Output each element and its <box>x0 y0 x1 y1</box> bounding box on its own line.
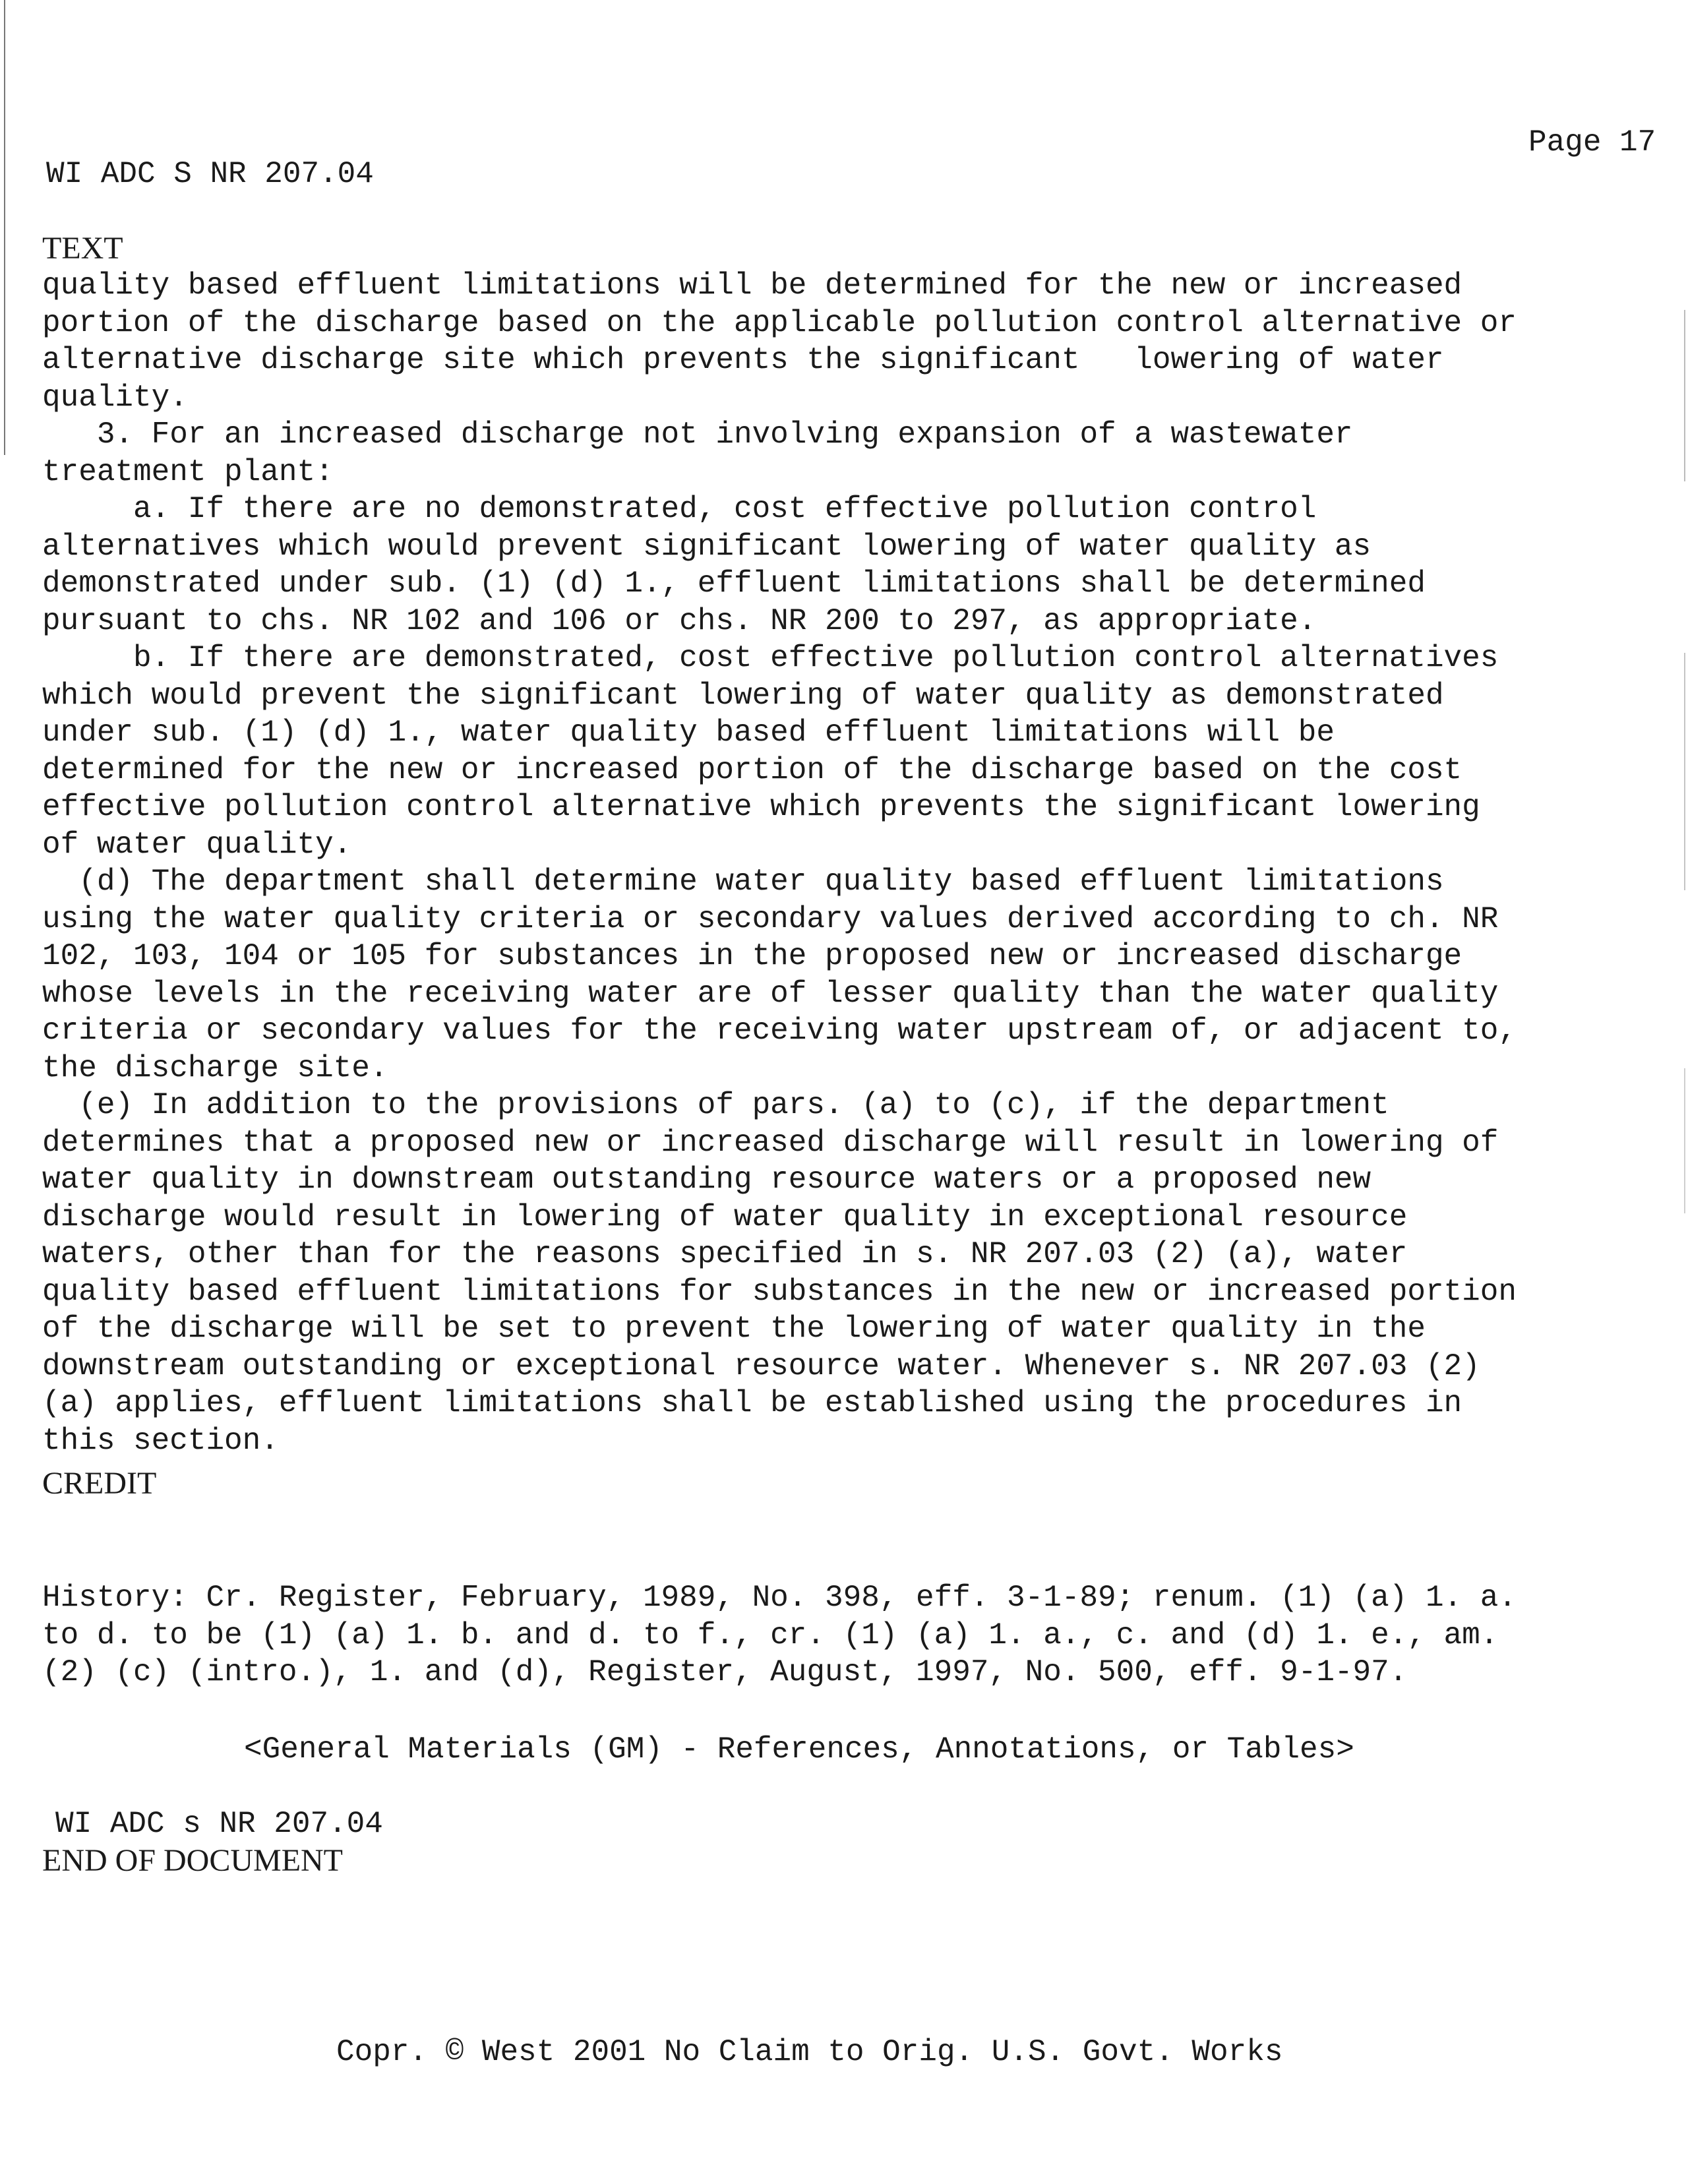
scan-margin-line-right-2 <box>1684 653 1685 890</box>
body-line: determines that a proposed new or increased discharge will result in lowering of <box>42 1125 1499 1160</box>
body-line: the discharge site. <box>42 1050 388 1085</box>
body-line: using the water quality criteria or secondary values derived according to ch. NR <box>42 901 1499 936</box>
page-number: Page 17 <box>1528 125 1656 160</box>
body-line: of the discharge will be set to prevent the lowering of water quality in the <box>42 1312 1426 1346</box>
body-line: determined for the new or increased portion of the discharge based on the cost <box>42 752 1462 787</box>
scan-margin-line-left <box>4 0 5 455</box>
body-line: quality. <box>42 380 188 415</box>
body-line: pursuant to chs. NR 102 and 106 or chs. NR 200 to 297, as appropriate. <box>42 603 1317 638</box>
history-line: History: Cr. Register, February, 1989, No. 398, eff. 3-1-89; renum. (1) (a) 1. a. <box>42 1581 1517 1615</box>
body-line: (a) applies, effluent limitations shall be established using the procedures in <box>42 1386 1462 1420</box>
body-line: this section. <box>42 1423 279 1458</box>
history-note <box>42 1579 1517 1691</box>
body-line: portion of the discharge based on the applicable pollution control alternative or <box>42 305 1517 340</box>
body-line: (d) The department shall determine water quality based effluent limitations <box>42 864 1444 899</box>
body-line: 102, 103, 104 or 105 for substances in the proposed new or increased discharge <box>42 939 1462 973</box>
body-line: quality based effluent limitations will be determined for the new or increased <box>42 268 1462 303</box>
body-line: waters, other than for the reasons specified in s. NR 207.03 (2) (a), water <box>42 1237 1408 1271</box>
body-line: quality based effluent limitations for substances in the new or increased portion <box>42 1274 1517 1309</box>
statute-body <box>42 267 1517 1459</box>
copyright-footer: Copr. © West 2001 No Claim to Orig. U.S. Govt. Works <box>336 2035 1283 2069</box>
body-line: 3. For an increased discharge not involving expansion of a wastewater <box>42 417 1353 452</box>
scan-margin-line-right-3 <box>1684 1068 1685 1213</box>
body-line: criteria or secondary values for the receiving water upstream of, or adjacent to, <box>42 1014 1517 1048</box>
body-line: of water quality. <box>42 827 352 862</box>
history-line: (2) (c) (intro.), 1. and (d), Register, August, 1997, No. 500, eff. 9-1-97. <box>42 1655 1408 1689</box>
body-line: treatment plant: <box>42 454 334 489</box>
history-line: to d. to be (1) (a) 1. b. and d. to f., cr. (1) (a) 1. a., c. and (d) 1. e., am. <box>42 1618 1499 1653</box>
body-line: (e) In addition to the provisions of pars. (a) to (c), if the department <box>42 1088 1389 1122</box>
body-line: effective pollution control alternative which prevents the significant lowering <box>42 790 1480 824</box>
body-line: alternative discharge site which prevents the significant lowering of water <box>42 343 1444 377</box>
scan-margin-line-right <box>1684 310 1685 481</box>
end-of-document-label: END OF DOCUMENT <box>42 1843 343 1878</box>
credit-section-label: CREDIT <box>42 1466 157 1501</box>
general-materials-heading: <General Materials (GM) - References, Annotations, or Tables> <box>244 1732 1354 1767</box>
body-line: demonstrated under sub. (1) (d) 1., effluent limitations shall be determined <box>42 566 1426 601</box>
text-section-label: TEXT <box>42 231 123 266</box>
body-line: under sub. (1) (d) 1., water quality based effluent limitations will be <box>42 715 1335 750</box>
header-citation: WI ADC S NR 207.04 <box>46 157 374 191</box>
body-line: discharge would result in lowering of water quality in exceptional resource <box>42 1199 1408 1234</box>
end-citation: WI ADC s NR 207.04 <box>55 1807 383 1841</box>
body-line: which would prevent the significant lowering of water quality as demonstrated <box>42 678 1444 713</box>
body-line: downstream outstanding or exceptional resource water. Whenever s. NR 207.03 (2) <box>42 1349 1480 1383</box>
body-line: a. If there are no demonstrated, cost effective pollution control <box>42 492 1317 526</box>
body-line: alternatives which would prevent significant lowering of water quality as <box>42 529 1372 564</box>
body-line: whose levels in the receiving water are of lesser quality than the water quality <box>42 976 1499 1011</box>
body-line: b. If there are demonstrated, cost effective pollution control alternatives <box>42 641 1499 675</box>
body-line: water quality in downstream outstanding resource waters or a proposed new <box>42 1163 1372 1197</box>
